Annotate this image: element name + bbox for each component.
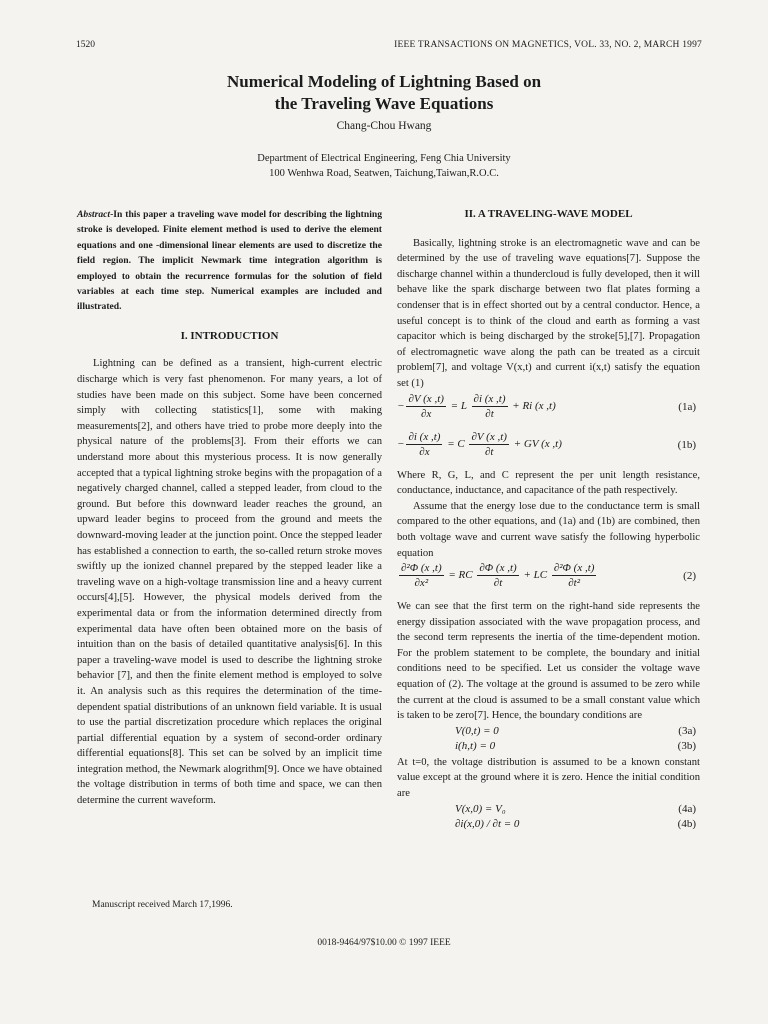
eq1b-tail: + GV (x ,t) xyxy=(513,437,562,450)
eq2-b-num: ∂Φ (x ,t) xyxy=(479,562,517,575)
eq1a-rhs-num: ∂i (x ,t) xyxy=(473,392,506,405)
eq1b-label: (1b) xyxy=(677,438,696,451)
eq1a-lhs-den: ∂x xyxy=(421,407,432,420)
eq2-b-den: ∂t xyxy=(493,577,503,590)
equation-2 xyxy=(397,561,700,599)
running-head: IEEE TRANSACTIONS ON MAGNETICS, VOL. 33, NO. 2, MARCH 1997 xyxy=(394,40,702,50)
section-1-heading: I. INTRODUCTION xyxy=(180,329,279,342)
eq3b-label: (3b) xyxy=(677,739,696,752)
eq2-c-pre: + LC xyxy=(523,569,548,582)
eq1b-lhs-den: ∂x xyxy=(419,445,430,458)
equation-3a xyxy=(397,724,700,739)
abstract-text: -In this paper a traveling wave model for describing the lightning stroke is developed. Finite element method is used to derive the element equations and one -dimensional linear elements are used to discretize the field region. The implicit Newmark time integration algorithm is employed to obtain the recurrence formulas for the solution of field variables at each time step. Numerical examples are included and illustrated. xyxy=(77,209,382,313)
eq4a-expr: V(x,0) = V₀ xyxy=(455,802,506,815)
section-2-paragraph-1: Basically, lightning stroke is an electromagnetic wave and can be determined by the use of traveling wave equations[7]. Suppose the discharge channel within a thundercloud is fully developed, then it will behave like the spark discharge between two flat plates forming a condenser that is in effect shorted out by a central conductor. Hence, a useful concept is to think of the cloud and earth as forming a vast capacitor which is being discharged by the stroke[5],[7]. Propagation of electromagnetic wave along the path can be treated as a circuit problem[7], and voltage V(x,t) and current i(x,t) satisfy the equation set (1) xyxy=(397,237,700,389)
eq4b-expr: ∂i(x,0) / ∂t = 0 xyxy=(455,817,520,830)
section-1-body: Lightning can be defined as a transient, high-current electric discharge which is very fast phenomenon. For many years, a lot of studies have been made on this subject. Some have been concerned simply with collecting statistics[1], some with making measurements[2], and others have tried to probe more deeply into the physical nature of the problems[3]. From their efforts we can understand more about this mysterious process. It is now generally accepted that a typical lightning stroke begins with the propagation of a negatively charged channel, called a stepped leader, from cloud to the ground. But before this downward leader reaches the ground, an upward leader begins to proceed from the ground and meets the downward-moving leader at the junction point. Once the stepped leader has established a connection to earth, the so-called return stroke moves swiftly up the ionized channel prepared by the stepped leader like a traveling wave on a high-voltage transmission line and a heavy current occurs[4],[5]. However, the physical models derived from the experimental data or from the information determined directly from experimental data have often been obtained more on the basis of intuition than on the basis of detailed quantitative analysis[6]. In this paper a traveling-wave model is used to describe the lightning stroke behavior [7], and then the finite element method is employed to solve it. An analysis such as this requires the determination of the time-dependent spatial distributions of an unknown field variable. It is usual to use the partial discretization procedure which replaces the original partial differential equation by a system of second-order ordinary differential equations[8]. This set can be solved by an implicit time integration method, the Newmark alogrithm[9]. Once we have obtained the voltage distribution in terms of both time and space, we can then determine the current waveform. xyxy=(77,358,382,807)
title-line-1: Numerical Modeling of Lightning Based on xyxy=(226,72,542,91)
eq2-a-num: ∂²Φ (x ,t) xyxy=(401,562,442,575)
equation-4a xyxy=(397,802,700,817)
equation-1a: − $\frac{\partial V (x ,t)}{\partial x}$ = L $\frac{\partial i (x ,t)}{\partial t}$ + Ri (x ,t) (1a) xyxy=(397,392,696,420)
eq3a-label: (3a) xyxy=(678,724,696,737)
eq1a-mid: = L xyxy=(450,399,467,412)
author: Chang-Chou Hwang xyxy=(336,120,432,132)
section-2-heading: II. A TRAVELING-WAVE MODEL xyxy=(464,208,633,220)
equation-4b xyxy=(397,817,700,832)
abstract xyxy=(77,207,382,315)
eq1a-rhs-den: ∂t xyxy=(485,407,494,420)
eq4b-label: (4b) xyxy=(677,817,696,830)
eq1a-lhs-num: ∂V (x ,t) xyxy=(408,392,444,405)
affiliation-line-1: Department of Electrical Engineering, Feng Chia University xyxy=(257,153,511,164)
eq1b-rhs-den: ∂t xyxy=(484,445,494,458)
eq1a-tail: + Ri (x ,t) xyxy=(512,399,556,412)
eq1a-label: (1a) xyxy=(678,400,696,413)
section-2-paragraph-2: Where R, G, L, and C represent the per unit length resistance, conductance, inductance, and capacitance of the path respectively. xyxy=(397,469,700,497)
section-2-paragraph-4: We can see that the first term on the right-hand side represents the energy dissipation associated with the wave propagation process, and the second term represents the inertia of the time-dependent motion. For the problem statement to be complete, the boundary and initial conditions need to be specified. Let us consider the voltage wave equation of (2). The voltage at the ground is assumed to be zero while the current at the cloud is assumed to be a small constant value which is taken to be zero[7]. Hence, the boundary conditions are xyxy=(397,601,700,722)
equation-1b: − $\frac{\partial i (x ,t)}{\partial x}$ = C $\frac{\partial V (x ,t)}{\partial t}$ + GV (x ,t) (1b) xyxy=(397,430,696,458)
equation-3b xyxy=(397,739,700,755)
eq2-c-num: ∂²Φ (x ,t) xyxy=(553,562,595,575)
eq2-a-den: ∂x² xyxy=(414,577,429,590)
affiliation-line-2: 100 Wenhwa Road, Seatwen, Taichung,Taiwan,R.O.C. xyxy=(269,168,499,179)
page-number: 1520 xyxy=(76,40,95,50)
section-2-paragraph-3: Assume that the energy lose due to the conductance term is small compared to the other equations, and (1a) and (1b) are combined, then both voltage wave and current wave satisfy the following hyperbolic equation xyxy=(397,500,700,559)
title-line-2: the Traveling Wave Equations xyxy=(274,94,494,113)
eq1b-mid: = C xyxy=(447,437,465,450)
eq3a-expr: V(0,t) = 0 xyxy=(455,724,499,737)
copyright-footer: 0018-9464/97$10.00 © 1997 IEEE xyxy=(317,938,451,948)
manuscript-footnote: Manuscript received March 17,1996. xyxy=(92,900,233,910)
affiliation xyxy=(0,151,768,181)
eq2-c-den: ∂t² xyxy=(568,577,581,590)
eq3b-expr: i(h,t) = 0 xyxy=(455,739,496,752)
abstract-lead: Abstract xyxy=(77,209,111,220)
eq4a-label: (4a) xyxy=(678,802,696,815)
eq1b-rhs-num: ∂V (x ,t) xyxy=(471,430,507,443)
section-2-paragraph-5: At t=0, the voltage distribution is assumed to be a known constant value except at the ground where it is zero. Hence the initial condition are xyxy=(397,756,700,800)
right-column xyxy=(397,207,700,832)
eq1b-lhs-num: ∂i (x ,t) xyxy=(408,430,441,443)
eq2-b-pre: = RC xyxy=(448,569,473,582)
left-column xyxy=(77,207,382,809)
paper-title xyxy=(0,71,768,115)
eq2-label: (2) xyxy=(683,570,696,583)
